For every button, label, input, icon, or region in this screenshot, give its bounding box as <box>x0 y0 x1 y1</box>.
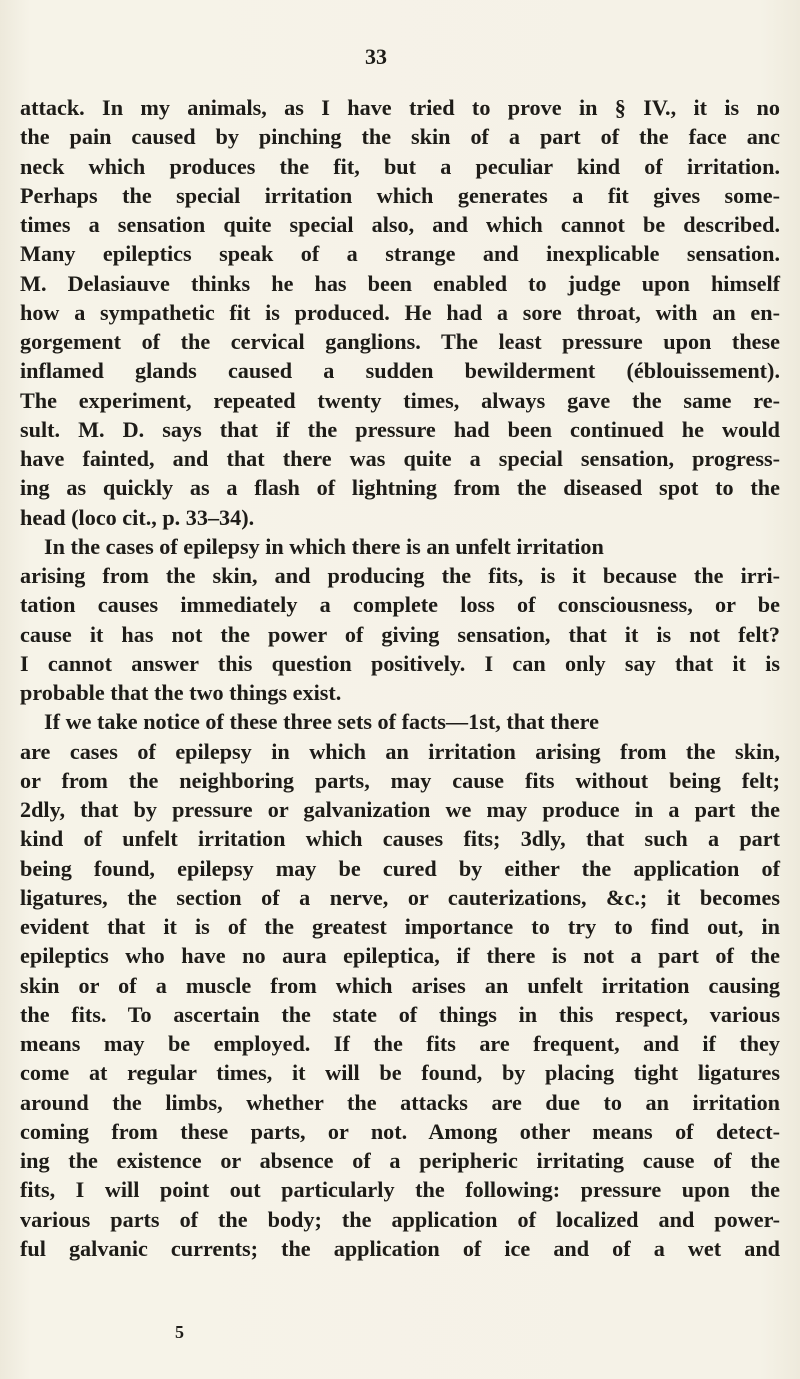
text-line: head (loco cit., p. 33–34). <box>20 504 255 530</box>
text-line: skin or of a muscle from which arises an unfelt irritation causing <box>20 972 780 998</box>
text-line: cause it has not the power of giving sensation, that it is not felt? <box>20 621 780 647</box>
text-line: have fainted, and that there was quite a special sensation, progress- <box>20 446 780 471</box>
text-line: ful galvanic currents; the application of ice and of a wet and <box>20 1235 780 1261</box>
text-line: ligatures, the section of a nerve, or cauterizations, &c.; it becomes <box>20 884 780 910</box>
text-line: are cases of epilepsy in which an irritation arising from the skin, <box>20 738 780 764</box>
text-line: ing the existence or absence of a peripheric irritating cause of the <box>20 1148 780 1173</box>
text-line: times a sensation quite special also, and which cannot be described. <box>20 212 780 237</box>
text-line: M. Delasiauve thinks he has been enabled to judge upon himself <box>20 270 780 296</box>
text-line: evident that it is of the greatest importance to try to find out, in <box>20 914 780 939</box>
text-line: being found, epilepsy may be cured by either the application of <box>20 855 780 881</box>
text-line: coming from these parts, or not. Among other means of detect- <box>20 1118 780 1144</box>
text-line: tation causes immediately a complete loss of consciousness, or be <box>20 592 780 618</box>
text-line: means may be employed. If the fits are frequent, and if they <box>20 1031 780 1056</box>
signature-mark: 5 <box>175 1322 184 1342</box>
text-line: Perhaps the special irritation which generates a fit gives some- <box>20 182 780 208</box>
body-text <box>20 93 780 1263</box>
text-line: various parts of the body; the application of localized and power- <box>20 1206 780 1232</box>
text-line: around the limbs, whether the attacks are due to an irritation <box>20 1089 780 1115</box>
text-line: epileptics who have no aura epileptica, if there is not a part of the <box>20 943 780 969</box>
text-line: 2dly, that by pressure or galvanization we may produce in a part the <box>20 797 780 822</box>
text-line: probable that the two things exist. <box>20 680 342 705</box>
text-line: Many epileptics speak of a strange and inexplicable sensation. <box>20 241 780 267</box>
text-line: the pain caused by pinching the skin of a part of the face anc <box>20 124 780 150</box>
text-line: come at regular times, it will be found, by placing tight ligatures <box>20 1060 780 1086</box>
text-line: In the cases of epilepsy in which there is an unfelt irritation <box>44 533 604 559</box>
text-line: or from the neighboring parts, may cause fits without being felt; <box>20 767 780 793</box>
text-line: gorgement of the cervical ganglions. The least pressure upon these <box>20 329 780 354</box>
text-line: kind of unfelt irritation which causes fits; 3dly, that such a part <box>20 826 780 852</box>
text-line: arising from the skin, and producing the fits, is it because the irri- <box>20 563 780 588</box>
text-line: I cannot answer this question positively. I can only say that it is <box>20 650 780 676</box>
text-line: the fits. To ascertain the state of things in this respect, various <box>20 1001 780 1027</box>
text-line: fits, I will point out particularly the following: pressure upon the <box>20 1177 780 1203</box>
text-line: attack. In my animals, as I have tried to prove in § IV., it is no <box>20 95 780 120</box>
text-line: inflamed glands caused a sudden bewilderment (éblouissement). <box>20 358 780 384</box>
text-line: neck which produces the fit, but a peculiar kind of irritation. <box>20 153 780 179</box>
text-line: ing as quickly as a flash of lightning from the diseased spot to the <box>20 475 780 501</box>
text-line: The experiment, repeated twenty times, always gave the same re- <box>20 387 780 413</box>
text-line: sult. M. D. says that if the pressure had been continued he would <box>20 416 780 442</box>
text-line: If we take notice of these three sets of facts—1st, that there <box>44 709 599 735</box>
page-number: 33 <box>365 44 387 69</box>
text-line: how a sympathetic fit is produced. He had a sore throat, with an en- <box>20 299 780 325</box>
